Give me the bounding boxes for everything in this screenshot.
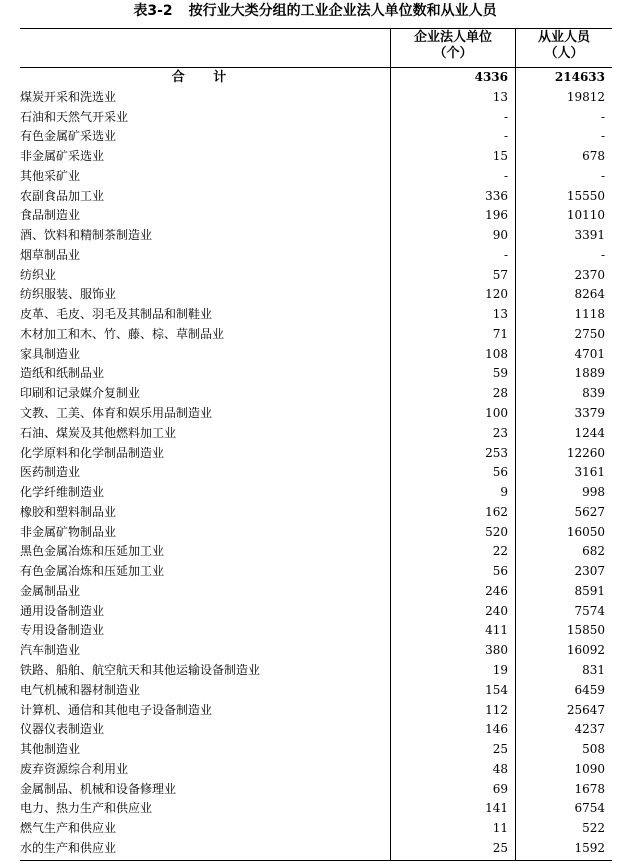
industry-name: 造纸和纸制品业 xyxy=(20,366,105,381)
staff-value: 8591 xyxy=(574,583,605,598)
table-row xyxy=(20,780,612,800)
units-value: 57 xyxy=(492,267,508,282)
column-header-units-unit: （个） xyxy=(433,46,473,61)
staff-value: 3391 xyxy=(574,228,605,243)
units-value: 9 xyxy=(500,485,508,500)
table-row xyxy=(20,799,612,819)
staff-value: 16092 xyxy=(566,643,605,658)
industry-name: 烟草制品业 xyxy=(20,247,81,262)
table-row xyxy=(20,305,612,325)
units-value: 56 xyxy=(492,465,508,480)
units-value: 19 xyxy=(492,662,508,677)
industry-name: 电气机械和器材制造业 xyxy=(20,682,141,697)
table-row xyxy=(20,839,612,859)
staff-value: 2750 xyxy=(574,326,605,341)
total-staff: 214633 xyxy=(554,70,605,84)
staff-value: 508 xyxy=(582,742,605,757)
industry-name: 有色金属冶炼和压延加工业 xyxy=(20,564,165,579)
table-body xyxy=(20,68,612,859)
units-value: 13 xyxy=(492,307,508,322)
industry-name: 非金属矿采选业 xyxy=(20,149,105,164)
staff-value: 3379 xyxy=(574,406,605,421)
table-row xyxy=(20,206,612,226)
table-row xyxy=(20,127,612,147)
table-row xyxy=(20,740,612,760)
industry-name: 金属制品、机械和设备修理业 xyxy=(20,781,177,796)
units-value: 28 xyxy=(492,386,508,401)
staff-value: 16050 xyxy=(566,524,605,539)
staff-value: 4701 xyxy=(574,346,605,361)
industry-name: 石油和天然气开采业 xyxy=(20,109,129,124)
table-row xyxy=(20,325,612,345)
table-row xyxy=(20,641,612,661)
industry-name: 废弃资源综合利用业 xyxy=(20,761,129,776)
units-value: - xyxy=(503,168,508,183)
industry-name: 石油、煤炭及其他燃料加工业 xyxy=(20,425,177,440)
industry-name: 化学原料和化学制品制造业 xyxy=(20,445,165,460)
staff-value: 678 xyxy=(582,149,605,164)
industry-name: 计算机、通信和其他电子设备制造业 xyxy=(20,702,213,717)
industry-name: 非金属矿物制品业 xyxy=(20,524,117,539)
units-value: 11 xyxy=(492,821,508,836)
staff-value: 10110 xyxy=(566,208,605,223)
table-row xyxy=(20,424,612,444)
units-value: 23 xyxy=(492,425,508,440)
units-value: 100 xyxy=(485,406,508,421)
staff-value: 25647 xyxy=(566,702,605,717)
units-value: 48 xyxy=(492,761,508,776)
table-row xyxy=(20,167,612,187)
staff-value: 19812 xyxy=(566,89,605,104)
staff-value: 682 xyxy=(582,544,605,559)
units-value: 59 xyxy=(492,366,508,381)
top-rule xyxy=(20,28,612,29)
industry-name: 纺织业 xyxy=(20,267,57,282)
table-row xyxy=(20,266,612,286)
bottom-rule xyxy=(20,860,612,861)
staff-value: 6459 xyxy=(574,682,605,697)
table-title-text: 按行业大类分组的工业企业法人单位数和从业人员 xyxy=(188,3,497,19)
industry-name: 文教、工美、体育和娱乐用品制造业 xyxy=(20,406,213,421)
staff-value: 2307 xyxy=(574,564,605,579)
table-row xyxy=(20,147,612,167)
industry-name: 黑色金属冶炼和压延加工业 xyxy=(20,544,165,559)
staff-value: 6754 xyxy=(574,801,605,816)
units-value: 25 xyxy=(492,840,508,855)
industry-name: 仪器仪表制造业 xyxy=(20,722,105,737)
table-row xyxy=(20,187,612,207)
units-value: 13 xyxy=(492,89,508,104)
units-value: - xyxy=(503,109,508,124)
table-row xyxy=(20,602,612,622)
units-value: 141 xyxy=(485,801,508,816)
industry-name: 皮革、毛皮、羽毛及其制品和制鞋业 xyxy=(20,307,213,322)
table-row xyxy=(20,226,612,246)
table-row xyxy=(20,345,612,365)
units-value: 56 xyxy=(492,564,508,579)
industry-name: 有色金属矿采选业 xyxy=(20,129,117,144)
table-row xyxy=(20,404,612,424)
staff-value: 1889 xyxy=(574,366,605,381)
industry-name: 铁路、船舶、航空航天和其他运输设备制造业 xyxy=(20,662,261,677)
industry-name: 专用设备制造业 xyxy=(20,623,105,638)
staff-value: 15850 xyxy=(566,623,605,638)
staff-value: 4237 xyxy=(574,722,605,737)
units-value: 120 xyxy=(485,287,508,302)
total-label: 合 计 xyxy=(171,70,239,85)
table-row xyxy=(20,542,612,562)
industry-name: 印刷和记录媒介复制业 xyxy=(20,386,141,401)
industry-name: 煤炭开采和洗选业 xyxy=(20,89,117,104)
units-value: 246 xyxy=(485,583,508,598)
table-row xyxy=(20,562,612,582)
staff-value: 1678 xyxy=(574,781,605,796)
units-value: 90 xyxy=(492,228,508,243)
staff-value: - xyxy=(600,109,605,124)
units-value: 108 xyxy=(485,346,508,361)
industry-name: 汽车制造业 xyxy=(20,643,81,658)
industry-name: 酒、饮料和精制茶制造业 xyxy=(20,228,153,243)
units-value: 112 xyxy=(485,702,508,717)
table-row xyxy=(20,285,612,305)
units-value: 154 xyxy=(485,682,508,697)
industry-name: 其他采矿业 xyxy=(20,168,81,183)
table-row xyxy=(20,621,612,641)
units-value: 146 xyxy=(485,722,508,737)
units-value: - xyxy=(503,129,508,144)
table-row xyxy=(20,582,612,602)
units-value: 69 xyxy=(492,781,508,796)
units-value: 411 xyxy=(485,623,508,638)
units-value: 380 xyxy=(485,643,508,658)
staff-value: 522 xyxy=(582,821,605,836)
industry-name: 食品制造业 xyxy=(20,208,81,223)
table-row xyxy=(20,681,612,701)
units-value: 22 xyxy=(492,544,508,559)
staff-value: 839 xyxy=(582,386,605,401)
units-value: 253 xyxy=(485,445,508,460)
table-row xyxy=(20,661,612,681)
units-value: 336 xyxy=(485,188,508,203)
units-value: 15 xyxy=(492,149,508,164)
staff-value: - xyxy=(600,168,605,183)
staff-value: 1592 xyxy=(574,840,605,855)
column-header-units-label: 企业法人单位 xyxy=(413,30,492,45)
table-row xyxy=(20,108,612,128)
staff-value: 8264 xyxy=(574,287,605,302)
industry-name: 燃气生产和供应业 xyxy=(20,821,117,836)
units-value: 196 xyxy=(485,208,508,223)
table-row xyxy=(20,364,612,384)
units-value: 520 xyxy=(485,524,508,539)
industry-name: 通用设备制造业 xyxy=(20,603,105,618)
industry-name: 木材加工和木、竹、藤、棕、草制品业 xyxy=(20,326,225,341)
units-value: - xyxy=(503,247,508,262)
industry-name: 水的生产和供应业 xyxy=(20,840,117,855)
industry-name: 纺织服装、服饰业 xyxy=(20,287,117,302)
column-header-units xyxy=(391,30,515,62)
industry-name: 金属制品业 xyxy=(20,583,81,598)
industry-name: 电力、热力生产和供应业 xyxy=(20,801,153,816)
column-header-staff xyxy=(516,30,612,62)
total-units: 4336 xyxy=(474,70,508,84)
table-row xyxy=(20,819,612,839)
table-row xyxy=(20,384,612,404)
units-value: 25 xyxy=(492,742,508,757)
staff-value: 15550 xyxy=(566,188,605,203)
staff-value: 1244 xyxy=(574,425,605,440)
table-row xyxy=(20,88,612,108)
industry-name: 医药制造业 xyxy=(20,465,81,480)
table-row xyxy=(20,463,612,483)
table-title xyxy=(0,1,630,21)
staff-value: 12260 xyxy=(566,445,605,460)
staff-value: 3161 xyxy=(574,465,605,480)
industry-name: 橡胶和塑料制品业 xyxy=(20,504,117,519)
column-header-staff-label: 从业人员 xyxy=(537,30,590,45)
total-row xyxy=(20,68,612,88)
table-row xyxy=(20,246,612,266)
staff-value: 831 xyxy=(582,662,605,677)
table-row xyxy=(20,483,612,503)
industry-name: 化学纤维制造业 xyxy=(20,485,105,500)
table-number: 表3-2 xyxy=(133,3,173,19)
staff-value: - xyxy=(600,129,605,144)
industry-name: 其他制造业 xyxy=(20,742,81,757)
staff-value: 2370 xyxy=(574,267,605,282)
staff-value: 1090 xyxy=(574,761,605,776)
staff-value: 5627 xyxy=(574,504,605,519)
table-row xyxy=(20,760,612,780)
table-row xyxy=(20,523,612,543)
staff-value: 998 xyxy=(582,485,605,500)
industry-name: 农副食品加工业 xyxy=(20,188,105,203)
table-row xyxy=(20,701,612,721)
staff-value: 7574 xyxy=(574,603,605,618)
table-row xyxy=(20,503,612,523)
staff-value: - xyxy=(600,247,605,262)
column-header-staff-unit: （人） xyxy=(544,46,584,61)
units-value: 162 xyxy=(485,504,508,519)
units-value: 71 xyxy=(492,326,508,341)
units-value: 240 xyxy=(485,603,508,618)
staff-value: 1118 xyxy=(574,307,605,322)
table-row xyxy=(20,720,612,740)
table-row xyxy=(20,444,612,464)
industry-name: 家具制造业 xyxy=(20,346,81,361)
